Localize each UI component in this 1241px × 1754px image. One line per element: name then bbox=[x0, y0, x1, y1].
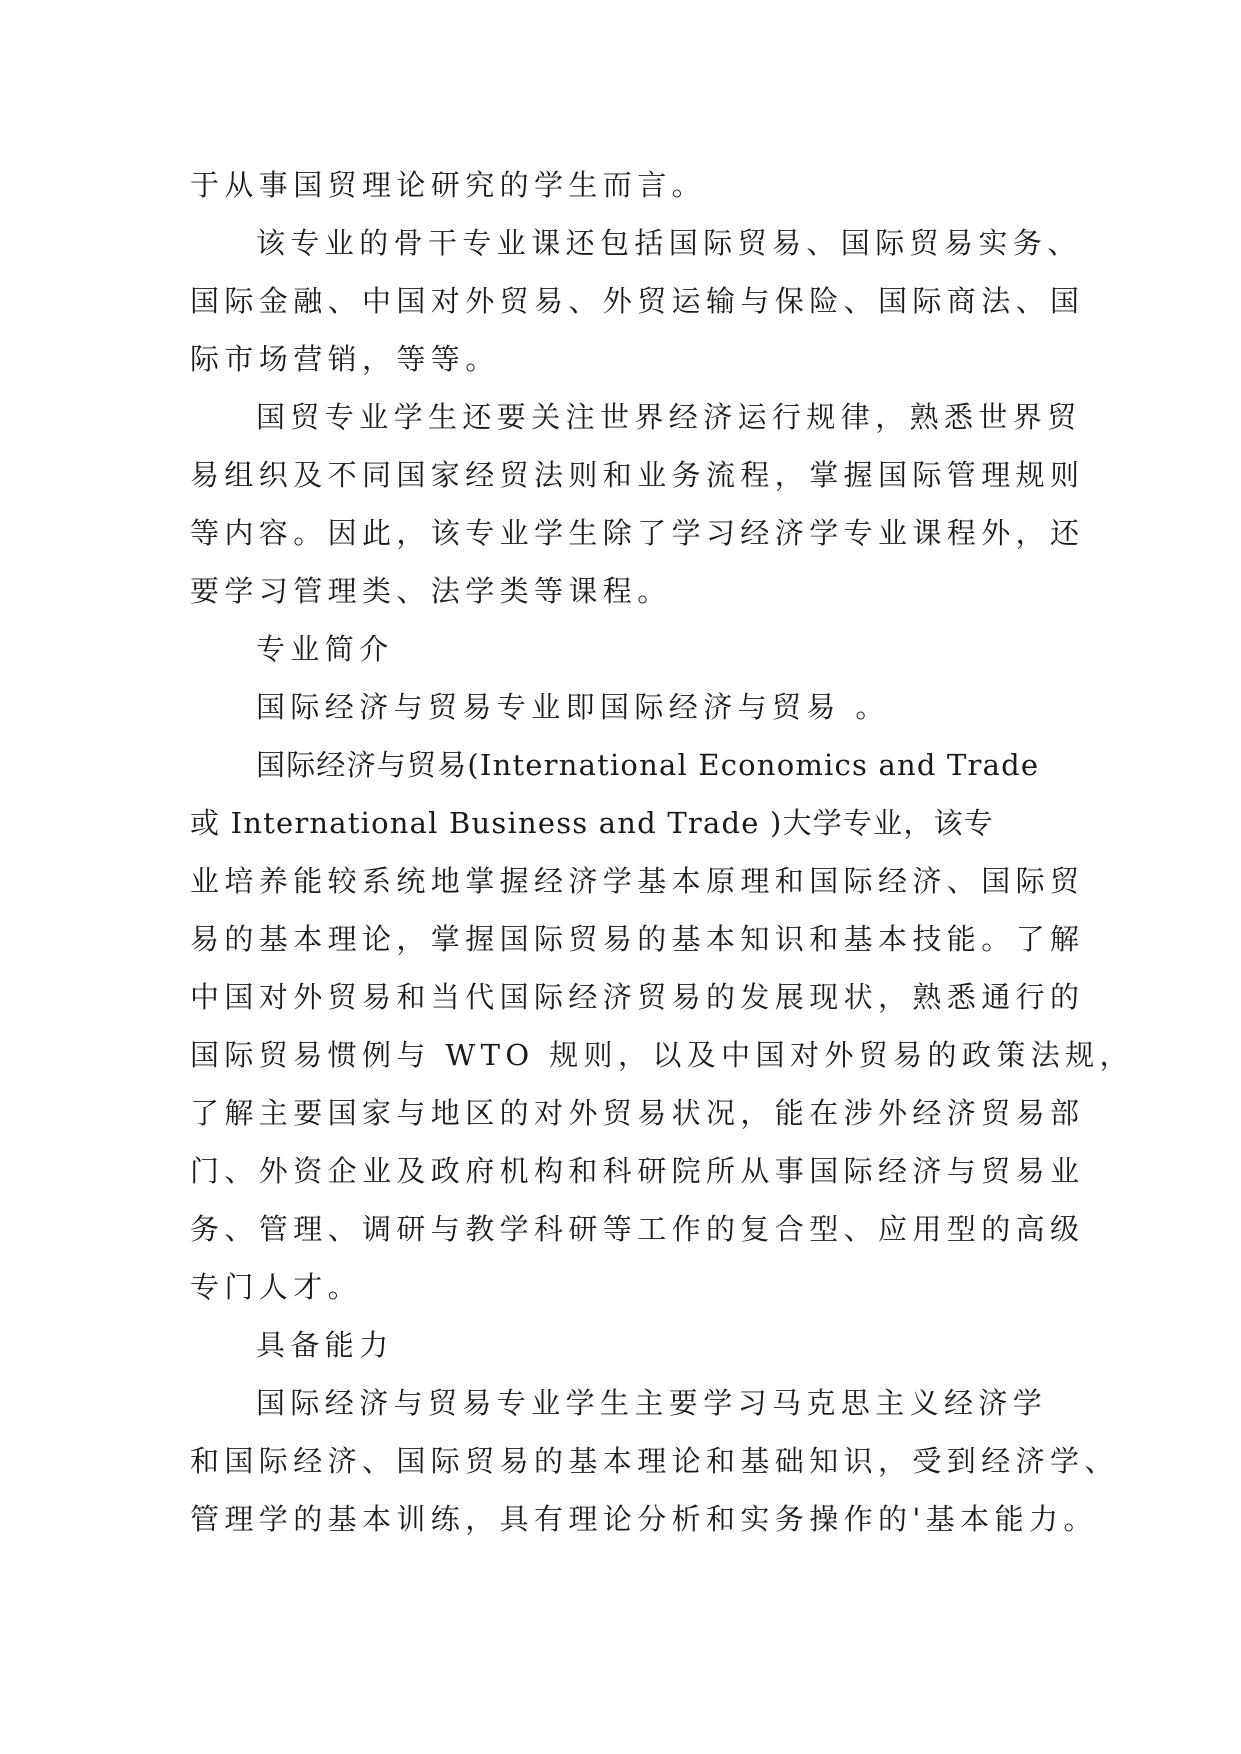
text-line: 国际贸易惯例与 WTO 规则，以及中国对外贸易的政策法规， bbox=[190, 1038, 1134, 1072]
text-line: 国际经济与贸易专业学生主要学习马克思主义经济学 bbox=[256, 1386, 1048, 1420]
text-line: 和国际经济、国际贸易的基本理论和基础知识，受到经济学、 bbox=[190, 1444, 1119, 1478]
text-line: 专业简介 bbox=[256, 632, 394, 666]
text-line: 国贸专业学生还要关注世界经济运行规律，熟悉世界贸 bbox=[256, 400, 1082, 434]
text-line: 门、外资企业及政府机构和科研院所从事国际经济与贸易业 bbox=[190, 1154, 1085, 1188]
text-line: 管理学的基本训练，具有理论分析和实务操作的'基本能力。 bbox=[190, 1502, 1098, 1536]
text-line: 业培养能较系统地掌握经济学基本原理和国际经济、国际贸 bbox=[190, 864, 1085, 898]
text-line: 易的基本理论，掌握国际贸易的基本知识和基本技能。了解 bbox=[190, 922, 1085, 956]
text-line: 了解主要国家与地区的对外贸易状况，能在涉外经济贸易部 bbox=[190, 1096, 1085, 1130]
text-line: 具备能力 bbox=[256, 1328, 394, 1362]
text-line: 国际经济与贸易(International Economics and Trade bbox=[256, 748, 1040, 782]
text-line: 国际经济与贸易专业即国际经济与贸易 。 bbox=[256, 690, 890, 724]
text-line: 专门人才。 bbox=[190, 1270, 363, 1304]
text-line: 该专业的骨干专业课还包括国际贸易、国际贸易实务、 bbox=[256, 226, 1082, 260]
text-line: 易组织及不同国家经贸法则和业务流程，掌握国际管理规则 bbox=[190, 458, 1085, 492]
text-line: 要学习管理类、法学类等课程。 bbox=[190, 574, 672, 608]
text-line: 于从事国贸理论研究的学生而言。 bbox=[190, 168, 707, 202]
text-line: 等内容。因此，该专业学生除了学习经济学专业课程外，还 bbox=[190, 516, 1085, 550]
text-line: 国际金融、中国对外贸易、外贸运输与保险、国际商法、国 bbox=[190, 284, 1085, 318]
text-line: 或 International Business and Trade )大学专业，该专 bbox=[190, 806, 994, 840]
text-line: 际市场营销，等等。 bbox=[190, 342, 500, 376]
text-line: 务、管理、调研与教学科研等工作的复合型、应用型的高级 bbox=[190, 1212, 1085, 1246]
text-line: 中国对外贸易和当代国际经济贸易的发展现状，熟悉通行的 bbox=[190, 980, 1085, 1014]
document-body bbox=[190, 156, 1134, 1548]
